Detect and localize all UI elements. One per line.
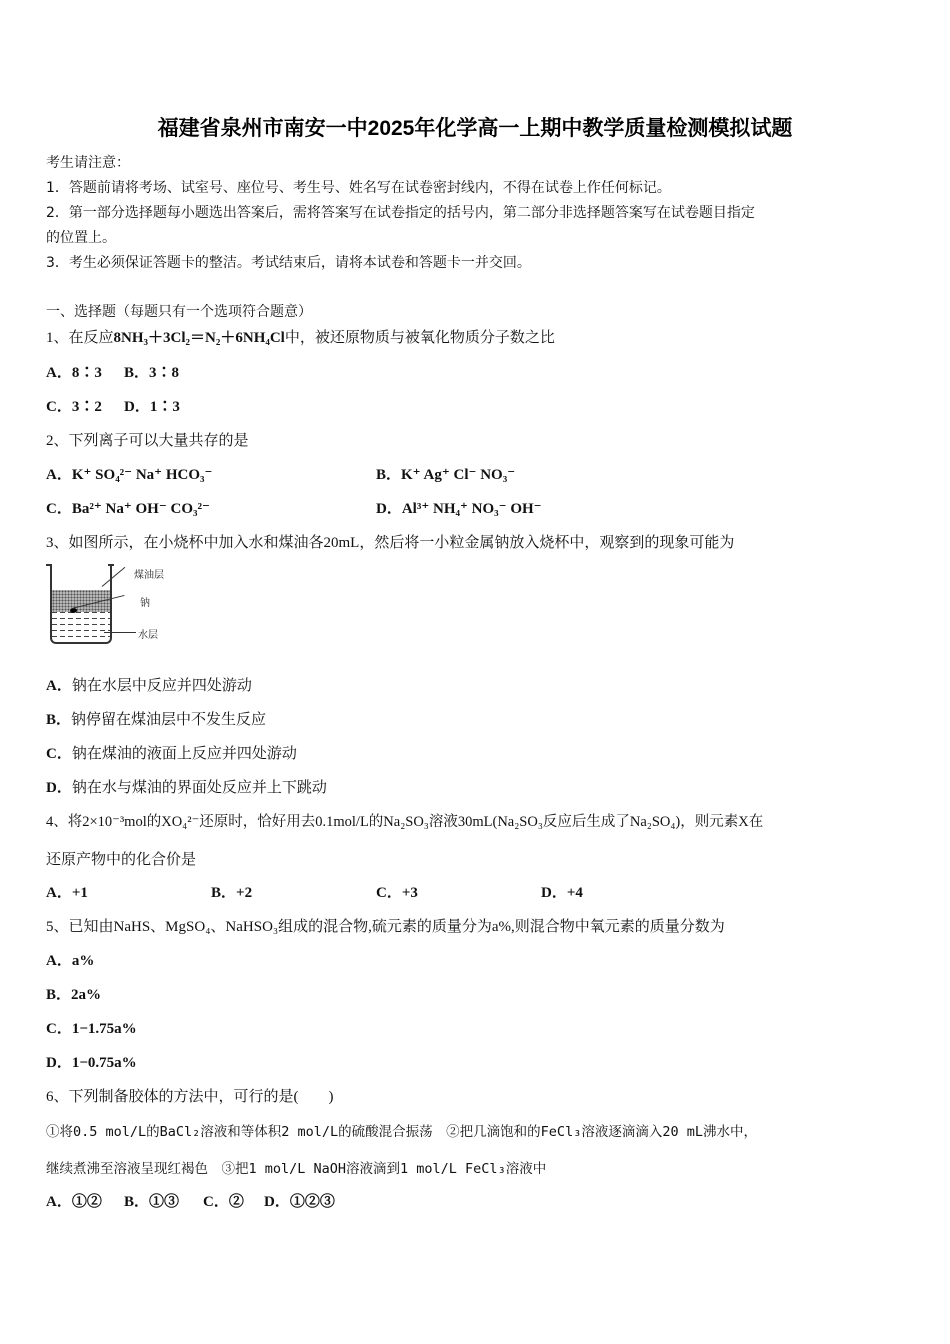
q4-option-a[interactable]: A．+1: [46, 885, 88, 901]
section-heading: 一、选择题（每题只有一个选项符合题意）: [46, 304, 312, 320]
q1-option-c[interactable]: C．3∶2: [46, 399, 102, 415]
stem-text: 在反应: [68, 330, 114, 346]
beaker-figure: [46, 562, 176, 646]
q5-option-d[interactable]: D．1−0.75a%: [46, 1055, 137, 1071]
q6-option-b[interactable]: B．①③: [124, 1194, 180, 1210]
q2-option-a[interactable]: A．K⁺ SO₄²⁻ Na⁺ HCO₃⁻: [46, 467, 213, 483]
chemical-equation: 8NH₃＋3Cl₂＝N₂＋6NH₄Cl: [113, 330, 285, 346]
question-6-statements: ①将0.5 mol/L的BaCl₂溶液和等体积2 mol/L的硫酸混合振荡 ②把几滴饱和的FeCl₃溶液逐滴滴入20 mL沸水中，: [46, 1124, 757, 1140]
q5-option-c[interactable]: C．1−1.75a%: [46, 1021, 137, 1037]
question-6-stem: 6、下列制备胶体的方法中，可行的是( ): [46, 1089, 334, 1105]
q3-option-c[interactable]: C．钠在煤油的液面上反应并四处游动: [46, 746, 297, 762]
question-number: 1、: [46, 330, 69, 346]
notice-item-1: 1．答题前请将考场、试室号、座位号、考生号、姓名写在试卷密封线内，不得在试卷上作任何标记。: [46, 180, 671, 196]
question-1-stem: [46, 326, 555, 347]
q3-option-b[interactable]: B．钠停留在煤油层中不发生反应: [46, 712, 267, 728]
leader-line: [104, 632, 136, 633]
q4-option-d[interactable]: D．+4: [541, 885, 583, 901]
page-title: 福建省泉州市南安一中2025年化学高一上期中教学质量检测模拟试题: [157, 117, 793, 140]
water-layer: [52, 612, 110, 642]
q5-option-b[interactable]: B．2a%: [46, 987, 102, 1003]
q6-option-d[interactable]: D．①②③: [264, 1194, 335, 1210]
q6-option-c[interactable]: C．②: [203, 1194, 244, 1210]
question-3-stem: 3、如图所示，在小烧杯中加入水和煤油各20mL，然后将一小粒金属钠放入烧杯中，观察到的现象可能为: [46, 535, 735, 551]
notice-item-2-cont: 的位置上。: [46, 230, 116, 246]
q4-option-b[interactable]: B．+2: [211, 885, 253, 901]
question-4-stem-cont: 还原产物中的化合价是: [46, 852, 197, 868]
q5-option-a[interactable]: A．a%: [46, 953, 95, 969]
stem-text: 中，被还原物质与被氧化物质分子数之比: [284, 330, 555, 346]
label-water: 水层: [138, 630, 158, 641]
question-4-stem: 4、将2×10⁻³mol的XO₄²⁻还原时，恰好用去0.1mol/L的Na₂SO₃溶液30mL(Na₂SO₃反应后生成了Na₂SO₄)，则元素X在: [46, 814, 764, 830]
q1-option-b[interactable]: B．3∶8: [124, 365, 180, 381]
label-kerosene: 煤油层: [134, 570, 164, 581]
notice-heading: 考生请注意：: [46, 155, 130, 171]
notice-item-3: 3．考生必须保证答题卡的整洁。考试结束后，请将本试卷和答题卡一并交回。: [46, 255, 531, 271]
label-sodium: 钠: [140, 598, 150, 609]
q6-option-a[interactable]: A．①②: [46, 1194, 102, 1210]
question-2-stem: 2、下列离子可以大量共存的是: [46, 433, 249, 449]
q2-option-b[interactable]: B．K⁺ Ag⁺ Cl⁻ NO₃⁻: [376, 467, 516, 483]
q1-option-d[interactable]: D．1∶3: [124, 399, 180, 415]
q2-option-d[interactable]: D．Al³⁺ NH₄⁺ NO₃⁻ OH⁻: [376, 501, 542, 517]
question-5-stem: 5、已知由NaHS、MgSO₄、NaHSO₃组成的混合物,硫元素的质量分为a%,则混合物中氧元素的质量分数为: [46, 919, 725, 935]
sodium-particle: [70, 608, 77, 613]
q3-option-a[interactable]: A．钠在水层中反应并四处游动: [46, 678, 252, 694]
question-6-statements-cont: 继续煮沸至溶液呈现红褐色 ③把1 mol/L NaOH溶液滴到1 mol/L FeCl₃溶液中: [46, 1161, 547, 1177]
q1-option-a[interactable]: A．8∶3: [46, 365, 102, 381]
q4-option-c[interactable]: C．+3: [376, 885, 418, 901]
q2-option-c[interactable]: C．Ba²⁺ Na⁺ OH⁻ CO₃²⁻: [46, 501, 210, 517]
q3-option-d[interactable]: D．钠在水与煤油的界面处反应并上下跳动: [46, 780, 327, 796]
notice-item-2: 2．第一部分选择题每小题选出答案后，需将答案写在试卷指定的括号内，第二部分非选择题答案写在试卷题目指定: [46, 205, 755, 221]
